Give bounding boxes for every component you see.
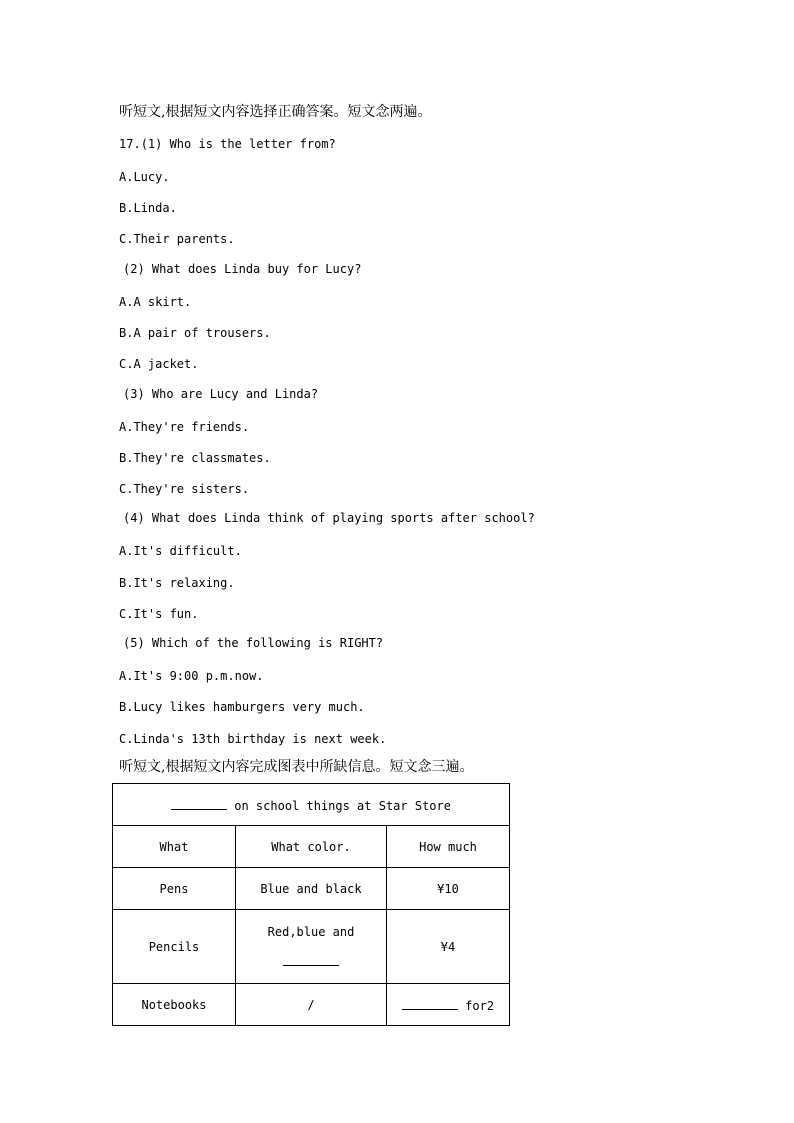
option-2c: C.A jacket.: [119, 357, 199, 371]
cell-color: Blue and black: [236, 868, 387, 910]
cell-color: [236, 910, 387, 984]
option-2b: B.A pair of trousers.: [119, 326, 271, 340]
answer-blank[interactable]: [171, 797, 227, 810]
cell-price: ¥10: [387, 868, 510, 910]
table-title-row: [113, 784, 510, 826]
table-header-row: [113, 826, 510, 868]
info-table: [112, 783, 510, 1026]
option-4c: C.It's fun.: [119, 607, 199, 621]
table-row: [113, 868, 510, 910]
option-3b: B.They're classmates.: [119, 451, 271, 465]
cell-price: [387, 984, 510, 1026]
cell-price-text: for2: [457, 998, 495, 1013]
option-1b: B.Linda.: [119, 201, 177, 215]
header-what: What: [113, 826, 236, 868]
cell-color-text: Red,blue and: [267, 924, 355, 939]
option-3a: A.They're friends.: [119, 420, 250, 434]
cell-item: Pens: [113, 868, 236, 910]
cell-color: /: [236, 984, 387, 1026]
question-label: (1) Who is the letter from?: [140, 137, 336, 151]
option-3c: C.They're sisters.: [119, 482, 250, 496]
answer-blank[interactable]: [402, 997, 458, 1010]
cell-item: Notebooks: [113, 984, 236, 1026]
option-2a: A.A skirt.: [119, 295, 192, 309]
table-row: [113, 910, 510, 984]
question-number: 17.: [119, 137, 141, 151]
table-row: [113, 984, 510, 1026]
question-3: (3) Who are Lucy and Linda?: [123, 387, 319, 401]
section2-instruction: 听短文,根据短文内容完成图表中所缺信息。短文念三遍。: [119, 759, 474, 775]
option-4b: B.It's relaxing.: [119, 576, 235, 590]
header-color: What color.: [236, 826, 387, 868]
option-5c: C.Linda's 13th birthday is next week.: [119, 732, 387, 746]
question-5: (5) Which of the following is RIGHT?: [123, 636, 384, 650]
cell-item: Pencils: [113, 910, 236, 984]
option-4a: A.It's difficult.: [119, 544, 242, 558]
question-2: (2) What does Linda buy for Lucy?: [123, 262, 362, 276]
option-5b: B.Lucy likes hamburgers very much.: [119, 700, 365, 714]
option-1a: A.Lucy.: [119, 170, 170, 184]
section1-instruction: 听短文,根据短文内容选择正确答案。短文念两遍。: [119, 104, 432, 120]
answer-blank[interactable]: [283, 953, 339, 966]
option-1c: C.Their parents.: [119, 232, 235, 246]
header-price: How much: [387, 826, 510, 868]
option-5a: A.It's 9:00 p.m.now.: [119, 669, 264, 683]
question-4: (4) What does Linda think of playing sports after school?: [123, 511, 535, 525]
table-title-cell: [113, 784, 510, 826]
question-17-1: [119, 136, 336, 152]
table-title-text: on school things at Star Store: [227, 798, 451, 813]
cell-price: ¥4: [387, 910, 510, 984]
